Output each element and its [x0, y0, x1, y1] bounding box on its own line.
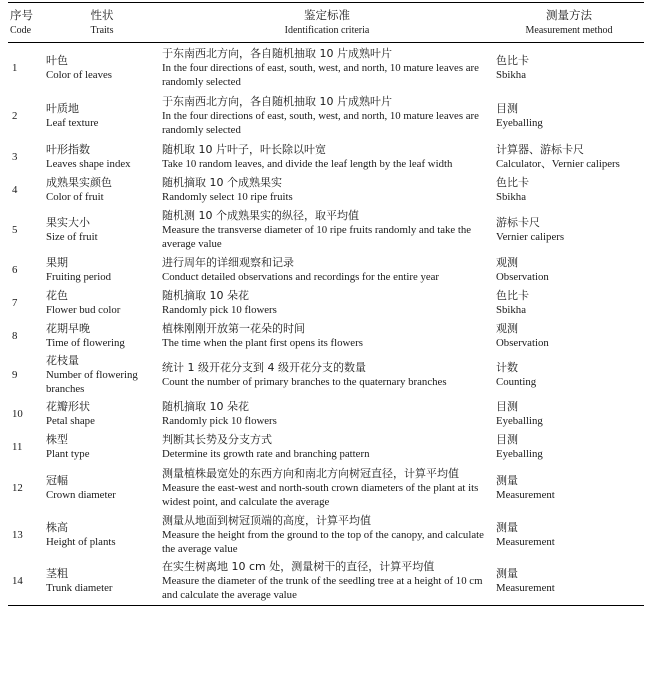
header-trait — [44, 3, 160, 43]
method-zh: 色比卡 — [496, 289, 529, 302]
trait-zh: 花期早晚 — [46, 322, 90, 335]
method-en: Counting — [496, 376, 537, 388]
traits-table — [8, 2, 644, 606]
row-method — [494, 431, 644, 464]
row-code: 10 — [12, 408, 23, 420]
row-method — [494, 513, 644, 558]
trait-en: Time of flowering — [46, 337, 125, 349]
criteria-en: Measure the diameter of the trunk of the seedling tree at a height of 10 cm and calculate the average value — [162, 575, 483, 602]
criteria-en: Determine its growth rate and branching pattern — [162, 448, 370, 460]
trait-en: Height of plants — [46, 536, 116, 548]
row-criteria — [160, 254, 494, 287]
row-criteria — [160, 464, 494, 513]
trait-zh: 花瓣形状 — [46, 400, 90, 413]
criteria-zh: 测量从地面到树冠顶端的高度，计算平均值 — [162, 514, 371, 527]
criteria-en: Randomly pick 10 flowers — [162, 304, 277, 316]
header-code-zh: 序号 — [10, 7, 33, 22]
trait-zh: 株高 — [46, 521, 68, 534]
header-method — [494, 3, 644, 43]
criteria-zh: 随机摘取 10 朵花 — [162, 400, 249, 413]
method-en: Calculator、Vernier calipers — [496, 157, 620, 170]
table-row — [8, 43, 644, 93]
row-method — [494, 140, 644, 174]
trait-en: Trunk diameter — [46, 582, 113, 595]
row-criteria — [160, 431, 494, 464]
header-criteria-zh: 鉴定标准 — [304, 7, 350, 22]
trait-zh: 花色 — [46, 289, 68, 302]
row-code: 9 — [12, 369, 18, 381]
row-trait — [44, 513, 160, 558]
method-en: Observation — [496, 271, 549, 283]
method-en: Observation — [496, 337, 549, 349]
table-row — [8, 513, 644, 558]
criteria-zh: 测量植株最宽处的东西方向和南北方向树冠直径，计算平均值 — [162, 467, 459, 480]
table-row — [8, 431, 644, 464]
trait-en: Color of fruit — [46, 191, 104, 203]
header-trait-zh: 性状 — [90, 7, 114, 22]
trait-en: Fruiting period — [46, 271, 112, 283]
method-en: Sbikha — [496, 191, 526, 203]
table-row — [8, 320, 644, 353]
criteria-zh: 植株刚刚开放第一花朵的时间 — [162, 322, 305, 335]
criteria-zh: 判断其长势及分支方式 — [162, 433, 272, 446]
table-row — [8, 93, 644, 140]
trait-en: Size of fruit — [46, 231, 98, 243]
table-row — [8, 353, 644, 398]
trait-zh: 茎粗 — [46, 567, 68, 581]
method-zh: 测量 — [496, 474, 518, 487]
row-trait — [44, 558, 160, 606]
row-method — [494, 320, 644, 353]
table-row — [8, 558, 644, 606]
row-trait — [44, 398, 160, 431]
row-criteria — [160, 398, 494, 431]
trait-en: Leaf texture — [46, 117, 99, 129]
row-code: 1 — [12, 61, 18, 74]
criteria-zh: 随机摘取 10 个成熟果实 — [162, 176, 282, 189]
method-en: Measurement — [496, 582, 555, 595]
method-zh: 计数 — [496, 361, 518, 374]
row-trait — [44, 464, 160, 513]
row-method — [494, 43, 644, 93]
table-row — [8, 140, 644, 174]
row-trait — [44, 174, 160, 207]
trait-en: Color of leaves — [46, 68, 112, 81]
criteria-en: Measure the east-west and north-south crown diameters of the plant at its widest point, and calculate the average — [162, 482, 479, 508]
criteria-en: In the four directions of east, south, west, and north, 10 mature leaves are randomly selected — [162, 61, 479, 88]
row-criteria — [160, 513, 494, 558]
table-row — [8, 287, 644, 320]
row-method — [494, 464, 644, 513]
row-criteria — [160, 43, 494, 93]
criteria-en: In the four directions of east, south, west, and north, 10 mature leaves are randomly selected — [162, 110, 479, 136]
trait-zh: 株型 — [46, 433, 68, 446]
criteria-zh: 于东南西北方向，各自随机抽取 10 片成熟叶片 — [162, 95, 392, 108]
method-zh: 目测 — [496, 400, 518, 413]
row-method — [494, 207, 644, 254]
row-code: 12 — [12, 482, 23, 494]
row-method — [494, 558, 644, 606]
method-en: Sbikha — [496, 304, 526, 316]
table-row — [8, 254, 644, 287]
trait-zh: 成熟果实颜色 — [46, 176, 112, 189]
trait-zh: 冠幅 — [46, 474, 68, 487]
row-code: 11 — [12, 441, 23, 453]
trait-en: Plant type — [46, 448, 90, 460]
method-zh: 目测 — [496, 102, 518, 115]
criteria-en: Take 10 random leaves, and divide the leaf length by the leaf width — [162, 157, 453, 170]
method-zh: 测量 — [496, 567, 518, 581]
table-row — [8, 398, 644, 431]
header-method-zh: 测量方法 — [546, 7, 592, 22]
row-trait — [44, 43, 160, 93]
row-trait — [44, 287, 160, 320]
row-method — [494, 287, 644, 320]
method-zh: 观测 — [496, 322, 518, 335]
row-code: 3 — [12, 150, 18, 163]
criteria-zh: 统计 1 级开花分支到 4 级开花分支的数量 — [162, 361, 366, 374]
criteria-en: Randomly select 10 ripe fruits — [162, 191, 293, 203]
row-trait — [44, 353, 160, 398]
trait-en: Crown diameter — [46, 489, 116, 501]
table-header — [8, 3, 644, 43]
method-zh: 目测 — [496, 433, 518, 446]
row-code: 8 — [12, 330, 18, 342]
method-en: Measurement — [496, 489, 555, 501]
criteria-en: Randomly pick 10 flowers — [162, 415, 277, 427]
criteria-zh: 随机测 10 个成熟果实的纵径，取平均值 — [162, 209, 359, 222]
row-code: 2 — [12, 110, 18, 122]
method-zh: 色比卡 — [496, 176, 529, 189]
criteria-zh: 随机摘取 10 朵花 — [162, 289, 249, 302]
trait-en: Flower bud color — [46, 304, 121, 316]
row-trait — [44, 320, 160, 353]
method-zh: 游标卡尺 — [496, 216, 540, 229]
row-criteria — [160, 174, 494, 207]
criteria-zh: 在实生树离地 10 cm 处，测量树干的直径，计算平均值 — [162, 560, 435, 574]
row-criteria — [160, 558, 494, 606]
row-trait — [44, 254, 160, 287]
criteria-en: Measure the transverse diameter of 10 ripe fruits randomly and take the average value — [162, 224, 472, 250]
method-zh: 观测 — [496, 256, 518, 269]
row-code: 6 — [12, 264, 18, 276]
row-method — [494, 93, 644, 140]
row-method — [494, 174, 644, 207]
row-code: 4 — [12, 184, 18, 196]
row-code: 13 — [12, 529, 23, 541]
trait-zh: 果实大小 — [46, 216, 90, 229]
header-method-en: Measurement method — [525, 24, 613, 36]
row-trait — [44, 431, 160, 464]
method-zh: 测量 — [496, 521, 518, 534]
criteria-zh: 随机取 10 片叶子，叶长除以叶宽 — [162, 142, 326, 156]
header-code-en: Code — [10, 24, 32, 36]
row-criteria — [160, 93, 494, 140]
row-criteria — [160, 287, 494, 320]
header-trait-en: Traits — [90, 24, 114, 36]
table-row — [8, 174, 644, 207]
row-criteria — [160, 320, 494, 353]
row-code: 14 — [12, 575, 23, 588]
method-zh: 计算器、游标卡尺 — [496, 142, 584, 156]
trait-en: Leaves shape index — [46, 157, 131, 170]
row-criteria — [160, 353, 494, 398]
method-en: Vernier calipers — [496, 231, 565, 243]
method-en: Eyeballing — [496, 117, 543, 129]
method-zh: 色比卡 — [496, 53, 529, 67]
criteria-en: Conduct detailed observations and recordings for the entire year — [162, 271, 440, 283]
row-method — [494, 398, 644, 431]
criteria-en: Count the number of primary branches to the quaternary branches — [162, 376, 447, 388]
criteria-en: Measure the height from the ground to the top of the canopy, and calculate the average value — [162, 529, 484, 555]
trait-en: Petal shape — [46, 415, 95, 427]
trait-zh: 叶质地 — [46, 102, 79, 115]
method-en: Eyeballing — [496, 415, 543, 427]
trait-en: Number of flowering branches — [46, 369, 138, 395]
table-body — [8, 43, 644, 606]
table-row — [8, 207, 644, 254]
row-trait — [44, 140, 160, 174]
method-en: Eyeballing — [496, 448, 543, 460]
row-code: 5 — [12, 224, 18, 236]
row-trait — [44, 207, 160, 254]
row-trait — [44, 93, 160, 140]
trait-zh: 果期 — [46, 256, 68, 269]
criteria-zh: 于东南西北方向，各自随机抽取 10 片成熟叶片 — [162, 46, 392, 60]
method-en: Measurement — [496, 536, 555, 548]
row-method — [494, 254, 644, 287]
trait-zh: 叶形指数 — [46, 142, 90, 156]
trait-zh: 叶色 — [46, 53, 68, 67]
criteria-en: The time when the plant first opens its flowers — [162, 337, 363, 349]
table-row — [8, 464, 644, 513]
row-criteria — [160, 140, 494, 174]
header-criteria-en: Identification criteria — [284, 24, 370, 36]
header-code — [8, 3, 44, 43]
header-criteria — [160, 3, 494, 43]
criteria-zh: 进行周年的详细观察和记录 — [162, 256, 294, 269]
trait-zh: 花枝量 — [46, 354, 79, 367]
row-code: 7 — [12, 297, 18, 309]
row-method — [494, 353, 644, 398]
row-criteria — [160, 207, 494, 254]
method-en: Sbikha — [496, 68, 526, 81]
